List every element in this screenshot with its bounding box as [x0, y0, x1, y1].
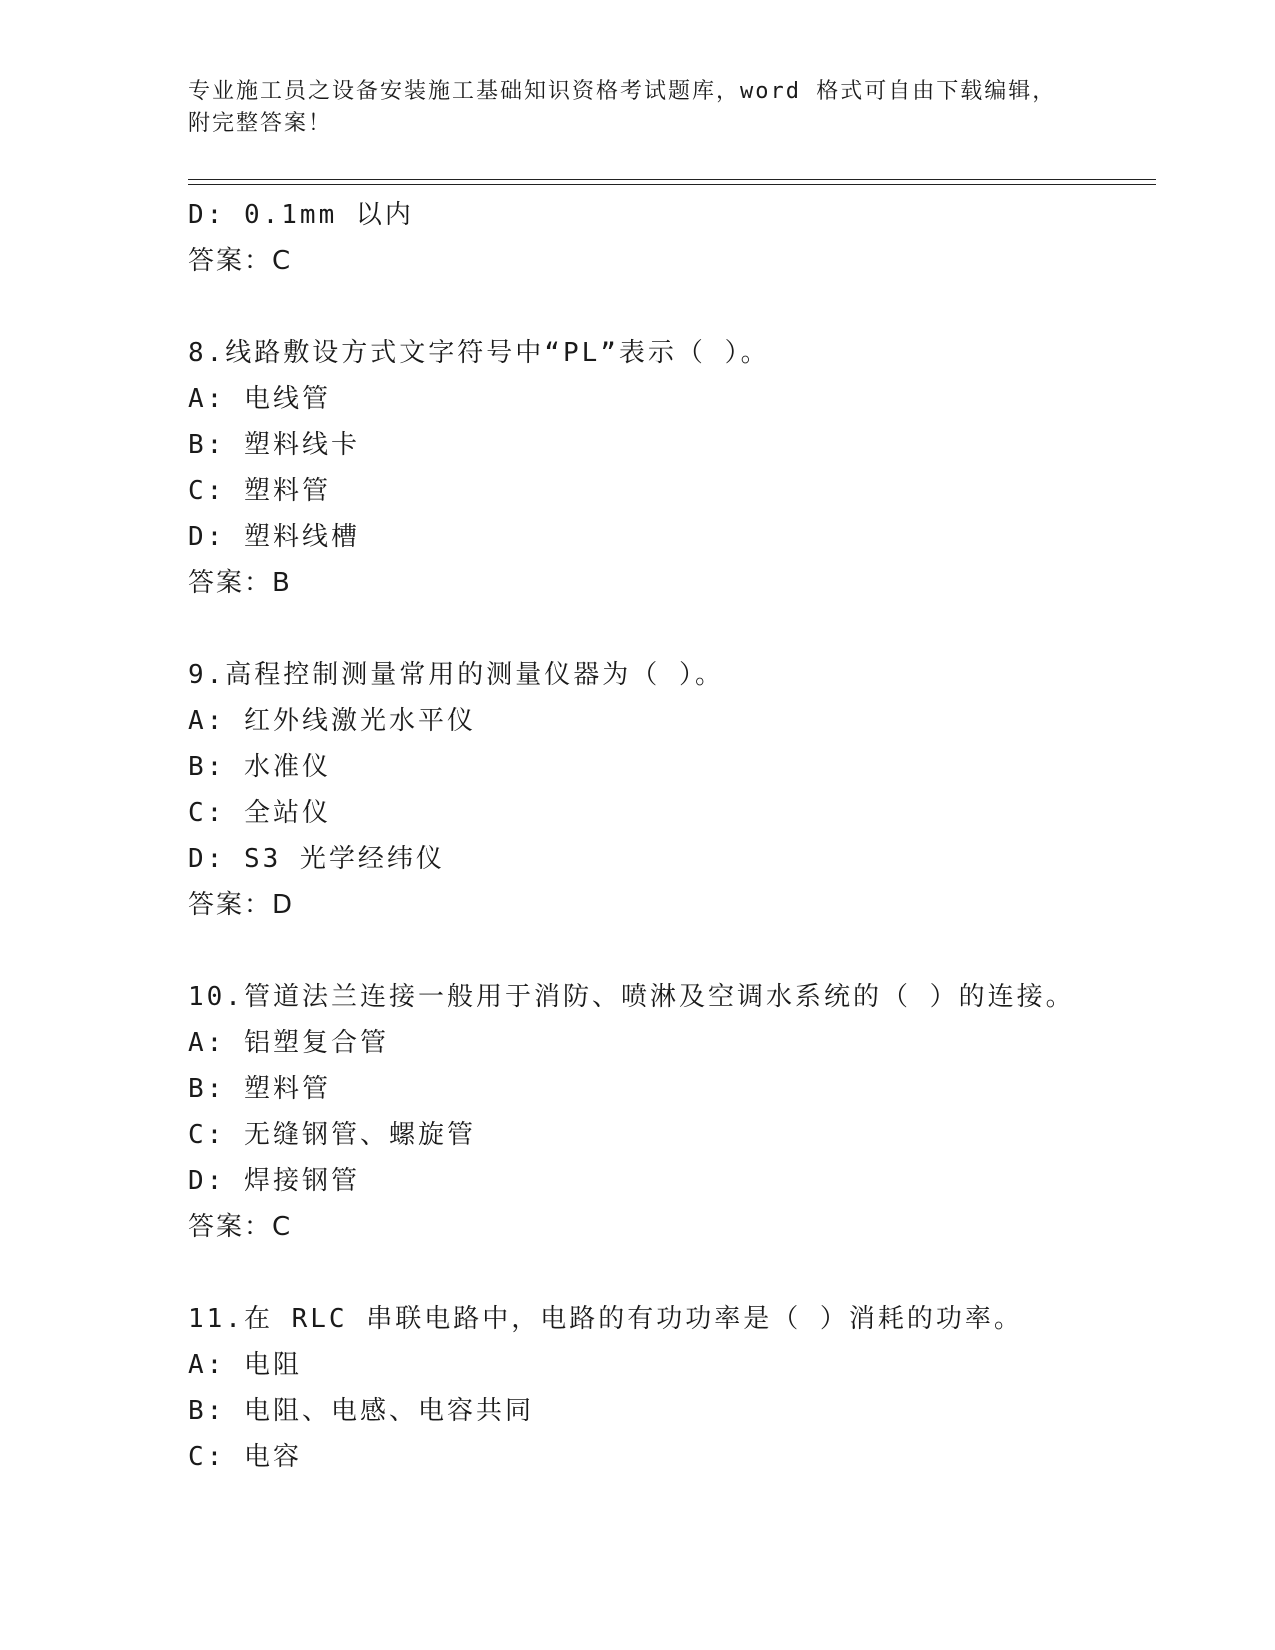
header-divider-top	[188, 179, 1156, 180]
header-title-line-1: 专业施工员之设备安装施工基础知识资格考试题库，word 格式可自由下载编辑，	[188, 79, 1057, 104]
option-a: A: 电阻	[188, 1350, 302, 1380]
question-stem: 9.高程控制测量常用的测量仪器为（ ）。	[188, 660, 724, 690]
option-c: C: 无缝钢管、螺旋管	[188, 1120, 476, 1150]
header-divider-bottom	[188, 184, 1156, 185]
option-a: A: 红外线激光水平仪	[188, 706, 476, 736]
question-list	[188, 192, 1156, 1480]
option-b: B: 水准仪	[188, 752, 331, 782]
answer-line: 答案：C	[188, 246, 293, 276]
answer-line: 答案：D	[188, 890, 295, 920]
option-c: C: 全站仪	[188, 798, 331, 828]
option-c: C: 塑料管	[188, 476, 331, 506]
question-block-10	[188, 974, 1156, 1250]
option-a: A: 电线管	[188, 384, 331, 414]
spacer	[188, 928, 1156, 974]
option-b: B: 电阻、电感、电容共同	[188, 1396, 534, 1426]
question-block-11	[188, 1296, 1156, 1480]
question-stem: 10.管道法兰连接一般用于消防、喷淋及空调水系统的（ ）的连接。	[188, 982, 1075, 1012]
spacer	[188, 1250, 1156, 1296]
option-b: B: 塑料管	[188, 1074, 331, 1104]
option-d: D: 焊接钢管	[188, 1166, 360, 1196]
answer-line: 答案：C	[188, 1212, 293, 1242]
option-b: B: 塑料线卡	[188, 430, 360, 460]
question-block-7-tail	[188, 192, 1156, 284]
answer-line: 答案：B	[188, 568, 292, 598]
header-title-line-2: 附完整答案！	[188, 111, 333, 136]
document-header	[188, 76, 1088, 140]
question-block-9	[188, 652, 1156, 928]
option-d: D: 0.1mm 以内	[188, 200, 414, 230]
option-d: D: 塑料线槽	[188, 522, 360, 552]
option-a: A: 铝塑复合管	[188, 1028, 389, 1058]
question-block-8	[188, 330, 1156, 606]
spacer	[188, 606, 1156, 652]
question-stem: 11.在 RLC 串联电路中，电路的有功功率是（ ）消耗的功率。	[188, 1304, 1023, 1334]
spacer	[188, 284, 1156, 330]
option-d: D: S3 光学经纬仪	[188, 844, 445, 874]
option-c: C: 电容	[188, 1442, 302, 1472]
question-stem: 8.线路敷设方式文字符号中“PL”表示（ ）。	[188, 338, 770, 368]
